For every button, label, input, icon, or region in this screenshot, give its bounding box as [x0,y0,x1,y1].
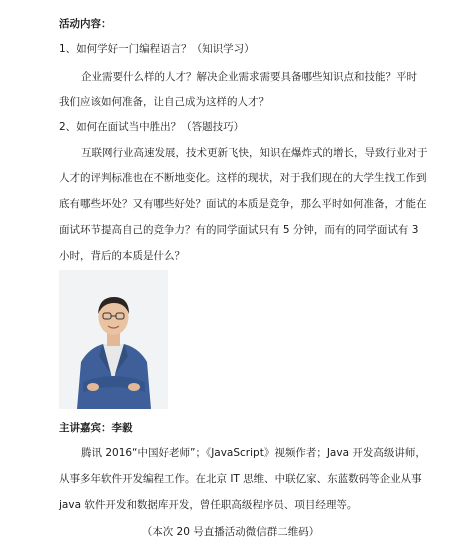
speaker-bio-line-2: 从事多年软件开发编程工作。在北京 IT 思维、中联亿家、东蓝数码等企业从事 [59,473,422,485]
paragraph-2-line-1: 互联网行业高速发展，技术更新飞快，知识在爆炸式的增长，导致行业对于 [81,147,428,159]
paragraph-1-line-2: 我们应该如何准备，让自己成为这样的人才？ [59,96,269,108]
question-2: 2、如何在面试当中胜出？（答题技巧） [59,121,245,133]
speaker-label: 主讲嘉宾：李毅 [59,422,133,434]
paragraph-2-line-4: 面试环节提高自己的竞争力？有的同学面试只有 5 分钟，而有的同学面试有 3 [59,224,419,236]
paragraph-2-line-3: 底有哪些坏处？又有哪些好处？面试的本质是竞争，那么平时如何准备，才能在 [59,198,427,210]
speaker-portrait-illustration [59,270,168,409]
speaker-photo [59,270,168,409]
section-heading: 活动内容： [59,18,112,30]
qr-caption: （本次 20 号直播活动微信群二维码） [141,526,320,538]
paragraph-2-line-2: 人才的评判标准也在不断地变化。这样的现状，对于我们现在的大学生找工作到 [59,172,427,184]
speaker-bio-line-1: 腾讯 2016“中国好老师”；《JavaScript》视频作者；Java 开发高级讲师， [81,447,426,459]
paragraph-1-line-1: 企业需要什么样的人才？解决企业需求需要具备哪些知识点和技能？平时 [81,71,417,83]
paragraph-2-line-5: 小时，背后的本质是什么？ [59,250,185,262]
question-1: 1、如何学好一门编程语言？（知识学习） [59,43,255,55]
speaker-bio-line-3: java 软件开发和数据库开发，曾任职高级程序员、项目经理等。 [59,499,358,511]
